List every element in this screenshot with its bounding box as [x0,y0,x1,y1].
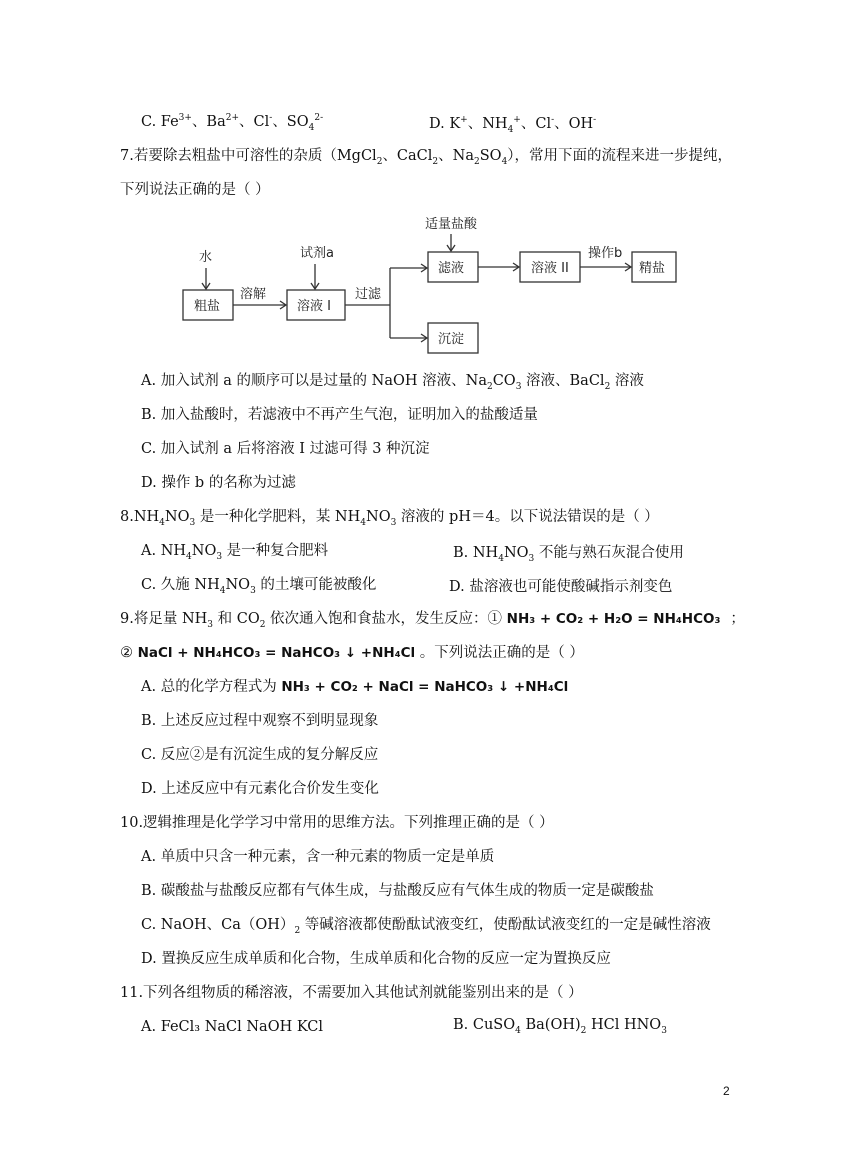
q7-option-a: A. 加入试剂 a 的顺序可以是过量的 NaOH 溶液、$Na_2CO_3$ 溶液、BaCl$_2$ 溶液 [141,373,644,392]
q9-stem-line1: 9.将足量 $NH_3$ 和 $CO_2$ 依次通入饱和食盐水，发生反应：① NH₃ + CO₂ + H₂O = NH₄HCO₃ ； [120,611,745,630]
q10-option-c: C. NaOH、$Ca(OH)_2$ 等碱溶液都使酚酞试液变红，使酚酞试液变红的一定是碱性溶液 [141,917,711,936]
q8-option-c: C. 久施 $NH_4NO_3$ 的土壤可能被酸化 [141,577,377,596]
flow-solution1: 溶液 I [297,299,331,314]
q7-stem-line2: 下列说法正确的是（ ） [120,182,270,198]
flow-reagent-a-label: 试剂a [300,246,334,261]
flow-operation-b-label: 操作b [588,246,623,261]
q9-option-a: A. 总的化学方程式为 NH₃ + CO₂ + NaCl = NaHCO₃ ↓ +NH₄Cl [141,679,569,695]
q8-option-b: B. $NH_4NO_3$ 不能与熟石灰混合使用 [453,545,684,564]
q7-option-d: D. 操作 b 的名称为过滤 [141,475,296,491]
q10-stem: 10.逻辑推理是化学学习中常用的思维方法。下列推理正确的是（ ） [120,815,554,831]
q10-option-b: B. 碳酸盐与盐酸反应都有气体生成，与盐酸反应有气体生成的物质一定是碳酸盐 [141,883,654,899]
q8-option-a: A. $NH_4NO_3$ 是一种复合肥料 [141,543,329,562]
q9-stem-line2: ② NaCl + NH₄HCO₃ = NaHCO₃ ↓ +NH₄Cl 。下列说法正确的是（ ） [120,645,584,661]
q9-equation-3: NH₃ + CO₂ + NaCl = NaHCO₃ ↓ +NH₄Cl [281,679,569,695]
q11-option-b: B. CuSO$_4$ $Ba(OH)_2$ HCl $HNO_3$ [453,1017,667,1036]
q9-option-b: B. 上述反应过程中观察不到明显现象 [141,713,379,729]
q7-option-b: B. 加入盐酸时，若滤液中不再产生气泡，证明加入的盐酸适量 [141,407,538,423]
q7-flowchart [170,212,680,357]
flow-water-label: 水 [199,250,213,265]
q10-option-d: D. 置换反应生成单质和化合物，生成单质和化合物的反应一定为置换反应 [141,951,611,967]
flow-filter-label: 过滤 [355,287,382,302]
flow-solution2: 溶液 II [531,261,569,276]
flow-dissolve-label: 溶解 [240,287,267,302]
q9-option-c: C. 反应②是有沉淀生成的复分解反应 [141,747,379,763]
q9-equation-1: NH₃ + CO₂ + H₂O = NH₄HCO₃ [506,611,721,627]
flow-crude-salt: 粗盐 [194,299,221,314]
q11-stem: 11.下列各组物质的稀溶液，不需要加入其他试剂就能鉴别出来的是（ ） [120,985,583,1001]
q9-option-d: D. 上述反应中有元素化合价发生变化 [141,781,379,797]
flow-precipitate: 沉淀 [438,332,465,347]
q8-option-d: D. 盐溶液也可能使酸碱指示剂变色 [449,579,673,595]
q6-option-c: C. $Fe^{3+}$、$Ba^{2+}$、Cl-、$SO_4^{2-}$ [141,113,324,133]
q7-stem-line1: 7.若要除去粗盐中可溶性的杂质（MgCl$_2$、CaCl$_2$、$Na_2SO_4$），常用下面的流程来进一步提纯， [120,148,733,167]
q11-option-a: A. FeCl₃ NaCl NaOH KCl [141,1019,324,1035]
q9-equation-2: NaCl + NH₄HCO₃ = NaHCO₃ ↓ +NH₄Cl [137,645,416,661]
flow-hcl-label: 适量盐酸 [425,217,478,232]
q6-option-d: D. K+、$NH_4^+$、Cl-、OH- [429,115,597,135]
flow-refined-salt: 精盐 [639,261,666,276]
flow-filtrate: 滤液 [438,261,465,276]
q7-option-c: C. 加入试剂 a 后将溶液 I 过滤可得 3 种沉淀 [141,441,430,457]
page-number: 2 [723,1084,730,1098]
q10-option-a: A. 单质中只含一种元素，含一种元素的物质一定是单质 [141,849,495,865]
q8-stem: $8.NH_4NO_3$ 是一种化学肥料，某 $NH_4NO_3$ 溶液的 pH＝4。以下说法错误的是（ ） [120,509,659,528]
